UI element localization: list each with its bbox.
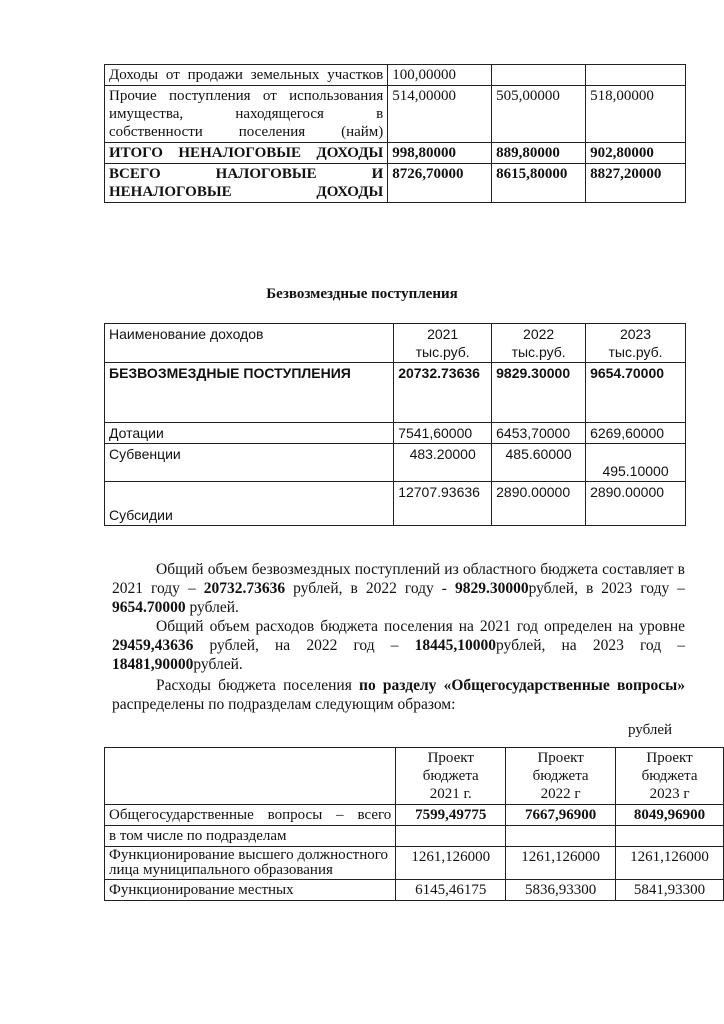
header-name: Наименование доходов [105,324,394,363]
value-2023: 8827,20000 [586,164,686,203]
table-row [105,65,686,86]
row-name: ВСЕГО НАЛОГОВЫЕ И НЕНАЛОГОВЫЕ ДОХОДЫ [105,164,388,203]
value-2022: 9829.30000 [492,363,586,423]
value-2022: 8615,80000 [492,164,586,203]
value-2023: 2890.00000 [586,482,686,526]
value-2022: 505,00000 [492,86,586,143]
header-2021: 2021 тыс.руб. [394,324,492,363]
table-row [105,363,686,423]
row-name: Дотации [105,423,394,444]
row-name: в том числе по подразделам [105,826,396,847]
value-2022: 2890.00000 [492,482,586,526]
table-header-row [105,324,686,363]
header-2021: Проект бюджета 2021 г. [396,748,506,805]
row-name: Субсидии [105,482,394,526]
value-2021: 8726,70000 [388,164,492,203]
value-2021: 7541,60000 [394,423,492,444]
general-expenses-table [104,747,724,901]
grants-table [104,323,686,526]
value-2022: 5836,93300 [506,880,616,901]
units-label: рублей [628,722,673,738]
value-2023: 9654.70000 [586,363,686,423]
value-2021: 6145,46175 [396,880,506,901]
value-2022 [506,826,616,847]
value-2022 [492,65,586,86]
row-name: БЕЗВОЗМЕЗДНЫЕ ПОСТУПЛЕНИЯ [105,363,394,423]
value-2021: 12707.93636 [394,482,492,526]
value-2022: 485.60000 [492,444,586,482]
value-2021: 20732.73636 [394,363,492,423]
value-2022: 889,80000 [492,143,586,164]
value-2022: 7667,96900 [506,805,616,826]
header-2022: Проект бюджета 2022 г [506,748,616,805]
value-2021: 7599,49775 [396,805,506,826]
table-row [105,143,686,164]
value-2022: 1261,126000 [506,847,616,880]
table-row [105,805,724,826]
row-name: Субвенции [105,444,394,482]
row-name: Функционирование местных [105,880,396,901]
table-row [105,880,724,901]
paragraph-expenses-total: Общий объем расходов бюджета поселения на 2021 год определен на уровне 29459,43636 рублей, на 2022 год – 18445,10000рублей, на 2023 год – 18481,90000рублей. [112,618,685,673]
table-row [105,847,724,880]
table-row [105,423,686,444]
table-row [105,164,686,203]
value-2021 [396,826,506,847]
value-2023 [616,826,724,847]
row-name: ИТОГО НЕНАЛОГОВЫЕ ДОХОДЫ [105,143,388,164]
value-2023: 902,80000 [586,143,686,164]
row-name: Доходы от продажи земельных участков [105,65,388,86]
row-name: Прочие поступления от использования имущества, находящегося в собственности поселения (найм) [105,86,388,143]
value-2021: 100,00000 [388,65,492,86]
value-2023: 495.10000 [586,444,686,482]
header-2023: Проект бюджета 2023 г [616,748,724,805]
table-row [105,826,724,847]
table-row [105,86,686,143]
value-2023: 5841,93300 [616,880,724,901]
value-2021: 483.20000 [394,444,492,482]
value-2021: 1261,126000 [396,847,506,880]
value-2022: 6453,70000 [492,423,586,444]
value-2023: 1261,126000 [616,847,724,880]
header-2023: 2023 тыс.руб. [586,324,686,363]
value-2021: 514,00000 [388,86,492,143]
value-2023: 8049,96900 [616,805,724,826]
section-heading: Безвозмездные поступления [266,286,458,302]
value-2021: 998,80000 [388,143,492,164]
table-header-row [105,748,724,805]
paragraph-general-questions: Расходы бюджета поселения по разделу «Общегосударственные вопросы» распределены по подразделам следующим образом: [112,677,685,713]
table-row [105,482,686,526]
row-name: Функционирование высшего должностного лица муниципального образования [105,847,396,880]
table-row [105,444,686,482]
nontax-income-table [104,64,686,203]
header-2022: 2022 тыс.руб. [492,324,586,363]
paragraph-grants-total: Общий объем безвозмездных поступлений из областного бюджета составляет в 2021 году – 20732.73636 рублей, в 2022 году - 9829.30000рублей, в 2023 году – 9654.70000 рублей. [112,561,685,616]
value-2023 [586,65,686,86]
value-2023: 518,00000 [586,86,686,143]
header-empty [105,748,396,805]
value-2023: 6269,60000 [586,423,686,444]
row-name: Общегосударственные вопросы – всего [105,805,396,826]
